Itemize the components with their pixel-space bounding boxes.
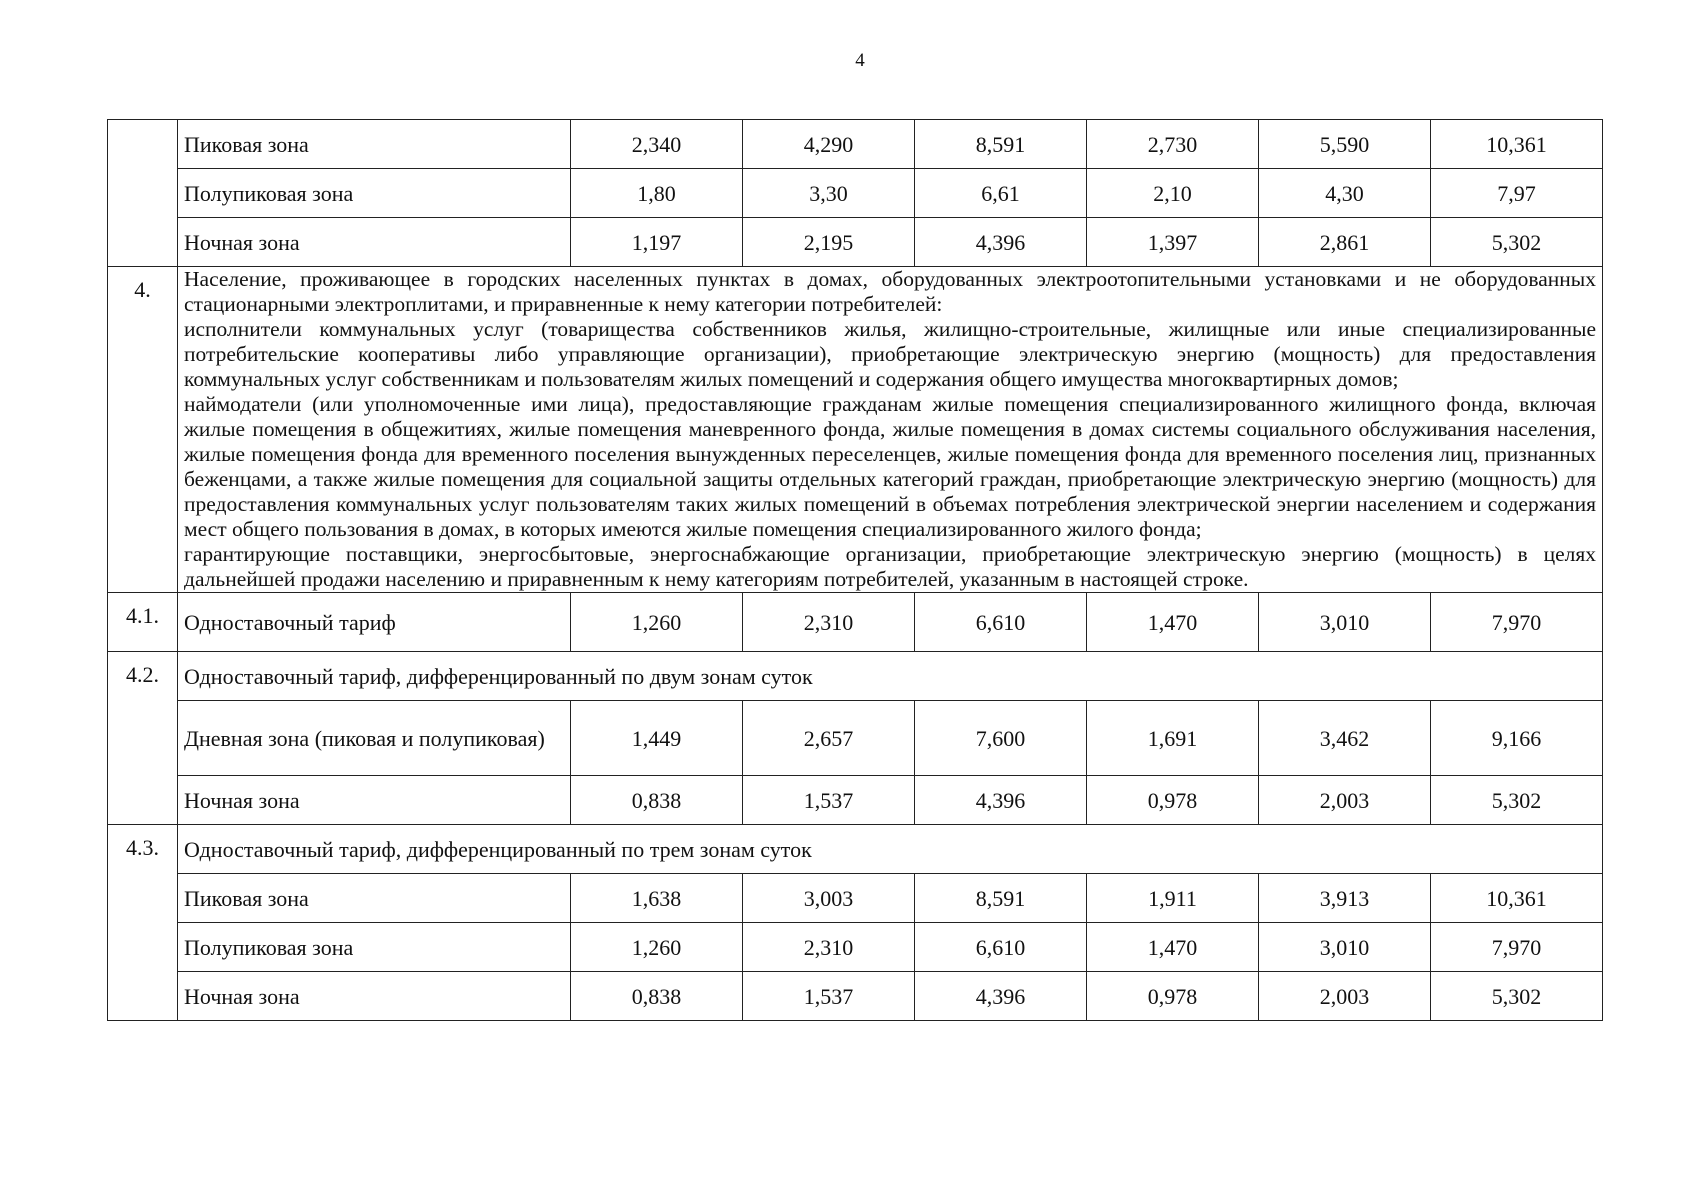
tariff-value: 2,310 bbox=[743, 923, 915, 972]
description-paragraph: наймодатели (или уполномоченные ими лица), предоставляющие гражданам жилые помещения специализированного жилищного фонда, включая жилые помещения в общежитиях, жилые помещения маневренного фонда, жилые помещения в домах системы социального обслуживания населения, жилые помещения фонда для временного поселения вынужденных переселенцев, жилые помещения фонда для временного поселения лиц, признанных беженцами, а также жилые помещения для социальной защиты отдельных категорий граждан, приобретающие электрическую энергию (мощность) для предоставления коммунальных услуг пользователям таких жилых помещений в объемах потребления электрической энергии населением и содержания мест общего пользования в домах, в которых имеются жилые помещения специализированного жилого фонда; bbox=[184, 392, 1596, 541]
table-row-night-zone bbox=[108, 776, 1603, 825]
section-description bbox=[178, 267, 1603, 593]
row-number: 4. bbox=[108, 267, 178, 593]
tariff-value: 3,30 bbox=[743, 169, 915, 218]
tariff-value: 4,396 bbox=[915, 218, 1087, 267]
row-number: 4.3. bbox=[108, 825, 178, 1021]
tariff-value: 8,591 bbox=[915, 120, 1087, 169]
tariff-value: 2,340 bbox=[571, 120, 743, 169]
table-row-peak-zone bbox=[108, 874, 1603, 923]
tariff-value: 1,470 bbox=[1087, 923, 1259, 972]
tariff-value: 0,978 bbox=[1087, 972, 1259, 1021]
tariff-value: 4,30 bbox=[1259, 169, 1431, 218]
tariff-value: 5,590 bbox=[1259, 120, 1431, 169]
tariff-value: 8,591 bbox=[915, 874, 1087, 923]
tariff-value: 3,462 bbox=[1259, 701, 1431, 776]
tariff-value: 5,302 bbox=[1431, 776, 1603, 825]
row-label: Полупиковая зона bbox=[178, 169, 571, 218]
tariff-value: 1,260 bbox=[571, 593, 743, 652]
tariff-value: 1,80 bbox=[571, 169, 743, 218]
row-number: 4.1. bbox=[108, 593, 178, 652]
table-row-day-zone bbox=[108, 701, 1603, 776]
tariff-value: 6,610 bbox=[915, 923, 1087, 972]
tariff-value: 10,361 bbox=[1431, 120, 1603, 169]
row-title: Одноставочный тариф, дифференцированный по трем зонам суток bbox=[178, 825, 1603, 874]
tariff-value: 0,838 bbox=[571, 972, 743, 1021]
tariff-value: 2,861 bbox=[1259, 218, 1431, 267]
tariff-value: 1,197 bbox=[571, 218, 743, 267]
tariff-value: 3,010 bbox=[1259, 923, 1431, 972]
tariff-value: 2,003 bbox=[1259, 776, 1431, 825]
row-label: Пиковая зона bbox=[178, 874, 571, 923]
row-number-cell-empty bbox=[108, 120, 178, 267]
table-row-peak-zone bbox=[108, 120, 1603, 169]
row-label: Дневная зона (пиковая и полупиковая) bbox=[178, 701, 571, 776]
tariff-value: 6,610 bbox=[915, 593, 1087, 652]
row-label: Полупиковая зона bbox=[178, 923, 571, 972]
tariff-value: 7,97 bbox=[1431, 169, 1603, 218]
row-label: Ночная зона bbox=[178, 218, 571, 267]
row-label: Ночная зона bbox=[178, 972, 571, 1021]
tariff-value: 2,10 bbox=[1087, 169, 1259, 218]
table-row-section-4 bbox=[108, 267, 1603, 593]
row-title: Одноставочный тариф, дифференцированный по двум зонам суток bbox=[178, 652, 1603, 701]
tariff-value: 1,397 bbox=[1087, 218, 1259, 267]
row-label: Одноставочный тариф bbox=[178, 593, 571, 652]
tariff-value: 9,166 bbox=[1431, 701, 1603, 776]
tariff-value: 7,970 bbox=[1431, 923, 1603, 972]
tariff-value: 1,911 bbox=[1087, 874, 1259, 923]
table-row-semi-peak-zone bbox=[108, 923, 1603, 972]
table-row-night-zone bbox=[108, 218, 1603, 267]
tariff-value: 1,537 bbox=[743, 972, 915, 1021]
tariff-value: 3,913 bbox=[1259, 874, 1431, 923]
tariff-value: 2,310 bbox=[743, 593, 915, 652]
row-number: 4.2. bbox=[108, 652, 178, 825]
tariff-value: 1,638 bbox=[571, 874, 743, 923]
tariff-value: 10,361 bbox=[1431, 874, 1603, 923]
description-paragraph: Население, проживающее в городских населенных пунктах в домах, оборудованных электроотопительными установками и не оборудованных стационарными электроплитами, и приравненные к нему категории потребителей: bbox=[184, 267, 1596, 316]
tariff-value: 1,537 bbox=[743, 776, 915, 825]
tariff-value: 0,838 bbox=[571, 776, 743, 825]
table-row-semi-peak-zone bbox=[108, 169, 1603, 218]
tariff-value: 2,003 bbox=[1259, 972, 1431, 1021]
description-paragraph: исполнители коммунальных услуг (товарищества собственников жилья, жилищно-строительные, жилищные или иные специализированные потребительские кооперативы либо управляющие организации), приобретающие электрическую энергию (мощность) для предоставления коммунальных услуг собственникам и пользователям жилых помещений и содержания общего имущества многоквартирных домов; bbox=[184, 317, 1596, 391]
page-number: 4 bbox=[855, 50, 865, 71]
table-row-4-1 bbox=[108, 593, 1603, 652]
tariff-value: 4,290 bbox=[743, 120, 915, 169]
tariff-value: 1,470 bbox=[1087, 593, 1259, 652]
tariff-value: 1,449 bbox=[571, 701, 743, 776]
tariff-value: 7,970 bbox=[1431, 593, 1603, 652]
tariff-value: 2,730 bbox=[1087, 120, 1259, 169]
tariff-table bbox=[107, 119, 1603, 1021]
table-row-night-zone bbox=[108, 972, 1603, 1021]
tariff-value: 1,260 bbox=[571, 923, 743, 972]
tariff-value: 2,195 bbox=[743, 218, 915, 267]
tariff-value: 2,657 bbox=[743, 701, 915, 776]
row-label: Ночная зона bbox=[178, 776, 571, 825]
tariff-value: 4,396 bbox=[915, 776, 1087, 825]
tariff-value: 0,978 bbox=[1087, 776, 1259, 825]
tariff-value: 4,396 bbox=[915, 972, 1087, 1021]
tariff-value: 5,302 bbox=[1431, 972, 1603, 1021]
tariff-value: 6,61 bbox=[915, 169, 1087, 218]
tariff-value: 7,600 bbox=[915, 701, 1087, 776]
tariff-value: 3,003 bbox=[743, 874, 915, 923]
description-paragraph: гарантирующие поставщики, энергосбытовые, энергоснабжающие организации, приобретающие электрическую энергию (мощность) в целях дальнейшей продажи населению и приравненным к нему категориям потребителей, указанным в настоящей строке. bbox=[184, 542, 1596, 591]
tariff-value: 3,010 bbox=[1259, 593, 1431, 652]
row-label: Пиковая зона bbox=[178, 120, 571, 169]
tariff-value: 1,691 bbox=[1087, 701, 1259, 776]
table-row-4-3-title bbox=[108, 825, 1603, 874]
tariff-value: 5,302 bbox=[1431, 218, 1603, 267]
table-row-4-2-title bbox=[108, 652, 1603, 701]
